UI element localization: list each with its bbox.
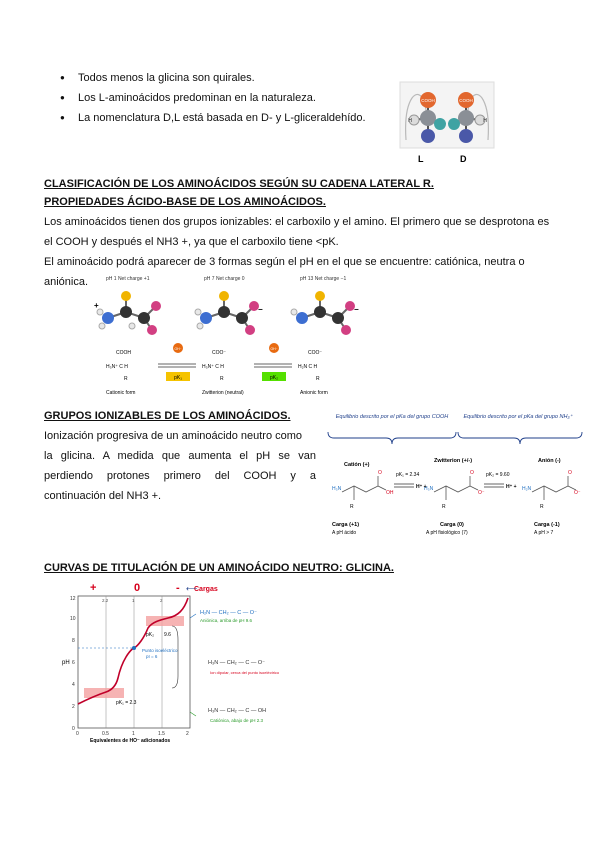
charge-sign: − — [258, 305, 263, 314]
label-l: L — [418, 154, 424, 164]
svg-text:H₃N: H₃N — [424, 486, 434, 492]
cation-structure — [342, 476, 386, 500]
zwitterion-molecule — [195, 291, 259, 335]
ytick-label: 12 — [70, 596, 76, 602]
brace-left — [328, 432, 456, 444]
panel-title: pH 7 Net charge 0 — [204, 276, 245, 282]
pk1-label: pK₁ = 2.3 — [116, 700, 137, 706]
brace-right — [458, 432, 582, 444]
titration-chart — [60, 580, 300, 744]
hydroxide-label: OH⁻ — [270, 347, 278, 351]
ytick-label: 8 — [72, 638, 75, 644]
equilibrium-figure — [322, 410, 586, 542]
heading-ionizable: GRUPOS IONIZABLES DE LOS AMINOÁCIDOS. — [44, 410, 291, 422]
ionic-forms-figure — [86, 272, 382, 402]
form-name: Cationic form — [106, 390, 136, 396]
proton-label: H⁺ + — [506, 484, 517, 490]
sign-zero: 0 — [134, 582, 141, 594]
pk1-label: pK₁ — [174, 375, 182, 381]
paragraph-line: el COOH y después el NH3 +, ya que el carboxilo tiene <pK. — [44, 236, 339, 248]
paragraph-ionization — [44, 426, 316, 506]
y-axis-label: pH — [62, 660, 70, 666]
cargas-label: Cargas — [194, 586, 218, 593]
annotation-anionic: Aniónica, arriba de pH 9.6 — [200, 618, 253, 623]
svg-text:O⁻: O⁻ — [574, 490, 581, 496]
pk2-label: pK₂ — [269, 375, 279, 381]
atom-label: H — [408, 118, 412, 124]
label-d: D — [460, 154, 467, 164]
pk1-value: pK₁ = 2.34 — [396, 472, 420, 478]
xtick-label: 1.5 — [158, 731, 165, 737]
atom-label: H — [483, 118, 487, 124]
pk2-value: 9.6 — [164, 632, 171, 638]
svg-text:⟵: ⟵ — [186, 584, 198, 593]
svg-text:O: O — [378, 470, 382, 476]
formula-mid: H₃N⁺ C H — [202, 364, 224, 370]
formula-top: COO⁻ — [212, 350, 227, 356]
xtick-label: 0 — [76, 731, 79, 737]
isoelectric-point — [132, 646, 136, 650]
ph-note: A pH fisiológico (7) — [426, 530, 468, 536]
species-label: Anión (-) — [538, 458, 561, 464]
bullet-item: ● Los L-aminoácidos predominan en la naturaleza. — [60, 88, 390, 108]
chirality-figure — [398, 80, 498, 168]
ph-note: A pH ácido — [332, 530, 357, 536]
svg-text:OH: OH — [386, 490, 394, 496]
svg-text:H₂N: H₂N — [522, 486, 532, 492]
species-label: Catión (+) — [344, 462, 370, 468]
paragraph-line: continuación del NH3 +. — [44, 490, 162, 502]
ytick-label: 0 — [72, 726, 75, 732]
paragraph-line: Ionización progresiva de un aminoácido neutro como — [44, 430, 303, 442]
xtick-label: 1 — [132, 731, 135, 737]
ytick-label: 2 — [72, 704, 75, 710]
paragraph-line: aniónica. — [44, 276, 89, 288]
ytick-label: 10 — [70, 616, 76, 622]
xtick-label: 2 — [186, 731, 189, 737]
proton-label: H⁺ + — [416, 484, 427, 490]
svg-text:H₃N — CH₂ — C — O⁻: H₃N — CH₂ — C — O⁻ — [208, 660, 266, 666]
charge-label: Carga (+1) — [332, 522, 360, 528]
paragraph-line: Los aminoácidos tienen dos grupos ionizables: el carboxilo y el amino. El primero que se desprotona es — [44, 216, 550, 228]
charge-sign: + — [94, 301, 99, 310]
formula-r: R — [220, 376, 224, 382]
paragraph-line: El aminoácido podrá aparecer de 3 formas según el pH en el que se encuentre: catiónica, neutra o — [44, 256, 525, 268]
top-tick: 2.2 — [102, 598, 109, 603]
hydroxide-label: OH⁻ — [174, 347, 182, 351]
svg-text:O: O — [568, 470, 572, 476]
panel-title: pH 13 Net charge −1 — [300, 276, 347, 282]
paragraph-line: la glicina. A medida que aumenta el pH se van — [44, 450, 316, 462]
isoelectric-value: pI = 6 — [146, 654, 158, 659]
heading-titration: CURVAS DE TITULACIÓN DE UN AMINOÁCIDO NEUTRO: GLICINA. — [44, 562, 394, 574]
atom-label: COOH — [421, 98, 435, 103]
isoelectric-label: Punto isoeléctrico — [142, 648, 178, 653]
sign-minus: - — [176, 582, 180, 594]
paragraph-line: perdiendo protones primero del COOH y a — [44, 470, 316, 482]
anion-structure — [532, 476, 576, 500]
svg-text:O⁻: O⁻ — [478, 490, 485, 496]
pk2-value: pK₂ = 9.60 — [486, 472, 510, 478]
formula-mid: H₂N C H — [298, 364, 318, 370]
charge-label: Carga (-1) — [534, 522, 560, 528]
top-tick: 2 — [160, 598, 163, 603]
xtick-label: 0.5 — [102, 731, 109, 737]
form-name: Anionic form — [300, 390, 328, 396]
cationic-molecule — [97, 291, 161, 335]
sign-plus: + — [90, 582, 97, 594]
species-label: Zwitterion (+/-) — [434, 458, 473, 464]
svg-text:R: R — [442, 504, 446, 510]
brace-right-label: Equilibrio descrito por el pKa del grupo NH₃⁺ — [463, 414, 573, 420]
annotation-cationic: Catiónica, abajo de pH 2.3 — [210, 718, 264, 723]
svg-text:R: R — [350, 504, 354, 510]
bullet-item: ● La nomenclatura D,L está basada en D- y L-gliceraldehído. — [60, 108, 390, 128]
annotation-dipolar: Ion dipolar, cerca del punto isoeléctrico — [210, 670, 280, 675]
charge-sign: − — [354, 305, 359, 314]
zwitterion-structure — [434, 476, 478, 500]
pk2-label: pK₂ — [146, 632, 155, 638]
chirality-bullet-list — [60, 68, 390, 128]
ph-note: A pH > 7 — [534, 530, 554, 536]
formula-mid: H₃N⁺ C H — [106, 364, 128, 370]
heading-classification: CLASIFICACIÓN DE LOS AMINOÁCIDOS SEGÚN SU CADENA LATERAL R. — [44, 178, 434, 190]
formula-r: R — [124, 376, 128, 382]
svg-text:R: R — [540, 504, 544, 510]
heading-acid-base: PROPIEDADES ÁCIDO-BASE DE LOS AMINOÁCIDOS. — [44, 196, 326, 208]
bullet-item: ● Todos menos la glicina son quirales. — [60, 68, 390, 88]
panel-title: pH 1 Net charge +1 — [106, 276, 150, 282]
charge-label: Carga (0) — [440, 522, 464, 528]
anionic-molecule — [291, 291, 355, 335]
formula-r: R — [316, 376, 320, 382]
formula-top: COOH — [116, 350, 131, 356]
svg-text:H₃N: H₃N — [332, 486, 342, 492]
svg-text:H₃N — CH₂ — C — OH: H₃N — CH₂ — C — OH — [208, 708, 267, 714]
formula-top: COO⁻ — [308, 350, 323, 356]
atom-label: COOH — [459, 98, 473, 103]
svg-text:O: O — [470, 470, 474, 476]
svg-text:H₂N — CH₂ — C — O⁻: H₂N — CH₂ — C — O⁻ — [200, 610, 257, 616]
form-name: Zwitterion (neutral) — [202, 390, 244, 396]
ytick-label: 4 — [72, 682, 75, 688]
ytick-label: 6 — [72, 660, 75, 666]
top-tick: 1 — [132, 598, 135, 603]
x-axis-label: Equivalentes de HO⁻ adicionados — [90, 738, 171, 744]
brace-left-label: Equilibrio descrito por el pKa del grupo COOH — [335, 414, 449, 420]
